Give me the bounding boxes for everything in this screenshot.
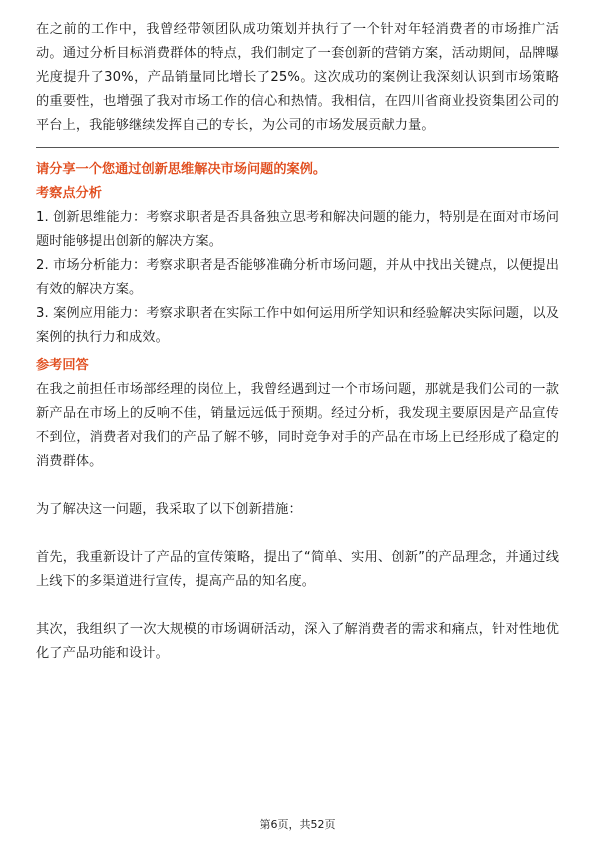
section-divider: [36, 147, 559, 148]
interview-question: 请分享一个您通过创新思维解决市场问题的案例。: [36, 162, 327, 177]
document-page: [36, 18, 559, 666]
analysis-item: 3. 案例应用能力：考察求职者在实际工作中如何运用所学知识和经验解决实际问题，以及案例的执行力和成效。: [36, 306, 559, 345]
answer-paragraph: 为了解决这一问题，我采取了以下创新措施：: [36, 502, 302, 517]
answer-paragraph: 其次，我组织了一次大规模的市场调研活动，深入了解消费者的需求和痛点，针对性地优化了产品功能和设计。: [36, 622, 559, 661]
answer-paragraph: 首先，我重新设计了产品的宣传策略，提出了“简单、实用、创新”的产品理念，并通过线上线下的多渠道进行宣传，提高产品的知名度。: [36, 550, 559, 589]
answer-paragraph: 在我之前担任市场部经理的岗位上，我曾经遇到过一个市场问题，那就是我们公司的一款新产品在市场上的反响不佳，销量远远低于预期。经过分析，我发现主要原因是产品宣传不到位，消费者对我们的产品了解不够，同时竞争对手的产品在市场上已经形成了稳定的消费群体。: [36, 382, 559, 469]
answer-heading: 参考回答: [36, 358, 89, 373]
page-footer: 第6页，共52页: [259, 818, 336, 831]
paragraph-gap: [36, 474, 559, 498]
paragraph-gap: [36, 522, 559, 546]
intro-paragraph: 在之前的工作中，我曾经带领团队成功策划并执行了一个针对年轻消费者的市场推广活动。通过分析目标消费群体的特点，我们制定了一套创新的营销方案，活动期间，品牌曝光度提升了30%，产品销量同比增长了25%。这次成功的案例让我深刻认识到市场策略的重要性，也增强了我对市场工作的信心和热情。我相信，在四川省商业投资集团公司的平台上，我能够继续发挥自己的专长，为公司的市场发展贡献力量。: [36, 22, 559, 133]
paragraph-gap: [36, 594, 559, 618]
analysis-item: 1. 创新思维能力：考察求职者是否具备独立思考和解决问题的能力，特别是在面对市场问题时能够提出创新的解决方案。: [36, 210, 559, 249]
analysis-heading: 考察点分析: [36, 186, 102, 201]
analysis-item: 2. 市场分析能力：考察求职者是否能够准确分析市场问题，并从中找出关键点，以便提出有效的解决方案。: [36, 258, 559, 297]
